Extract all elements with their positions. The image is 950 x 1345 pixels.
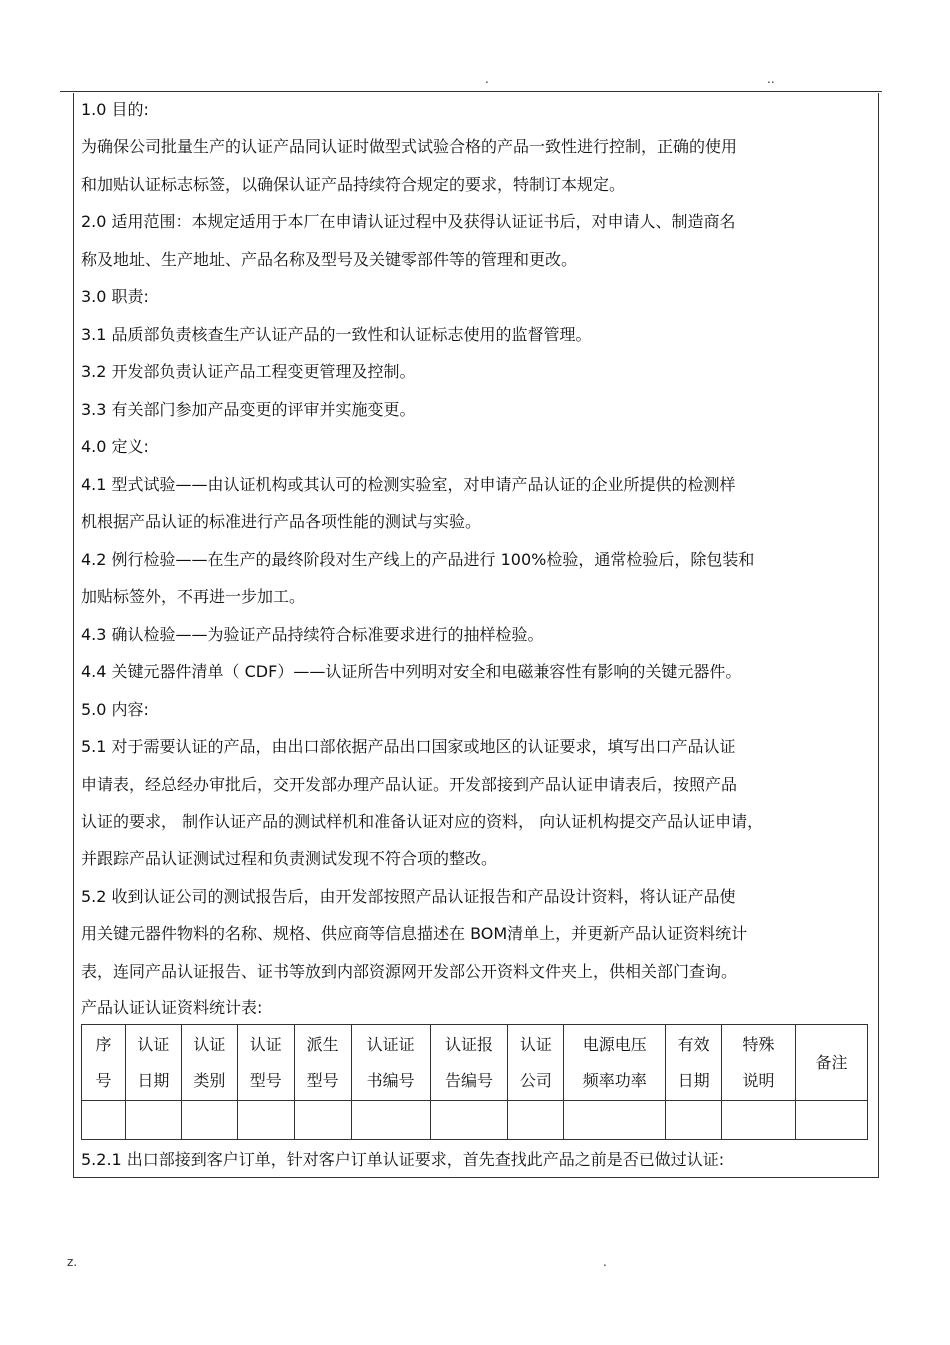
text-line: 并跟踪产品认证测试过程和负责测试发现不符合项的整改。 [81, 849, 498, 868]
table-cell [294, 1101, 351, 1140]
text-line: 4.4 关键元器件清单（ CDF）——认证所告中列明对安全和电磁兼容性有影响的关键元器件。 [81, 662, 742, 681]
table-header-cell [508, 1025, 564, 1101]
text-line: 3.0 职责: [81, 287, 149, 306]
header-text: 型号 [306, 1070, 339, 1090]
text-line: 用关键元器件物料的名称、规格、供应商等信息描述在 BOM清单上，并更新产品认证资料统计 [81, 924, 748, 943]
header-text: 序 [95, 1034, 112, 1054]
table-cell [564, 1101, 666, 1140]
header-text: 认证 [193, 1034, 226, 1054]
text-line: 4.2 例行检验——在生产的最终阶段对生产线上的产品进行 100%检验，通常检验后，除包装和 [81, 550, 755, 569]
text-line: 4.3 确认检验——为验证产品持续符合标准要求进行的抽样检验。 [81, 625, 544, 644]
header-text: 特殊 [742, 1034, 775, 1054]
header-text: 书编号 [366, 1070, 415, 1090]
header-text: 日期 [137, 1070, 170, 1090]
table-row [82, 1101, 868, 1140]
header-text: 说明 [742, 1070, 775, 1090]
table-header-cell [82, 1025, 126, 1101]
header-text: 类别 [193, 1070, 226, 1090]
header-text: 认证证 [366, 1034, 415, 1054]
header-text: 派生 [306, 1034, 339, 1054]
header-text: 日期 [677, 1070, 710, 1090]
header-text: 型号 [249, 1070, 282, 1090]
table-header-cell [351, 1025, 430, 1101]
table-cell [351, 1101, 430, 1140]
header-dot-center: . [485, 72, 489, 86]
text-line: 3.3 有关部门参加产品变更的评审并实施变更。 [81, 400, 416, 419]
header-rule [60, 91, 882, 92]
text-line: 3.1 品质部负责核查生产认证产品的一致性和认证标志使用的监督管理。 [81, 325, 592, 344]
text-line: 称及地址、生产地址、产品名称及型号及关键零部件等的管理和更改。 [81, 250, 578, 269]
table-header-cell [430, 1025, 508, 1101]
table-header-cell [294, 1025, 351, 1101]
table-cell [508, 1101, 564, 1140]
text-line: 4.0 定义: [81, 437, 149, 456]
header-text: 公司 [519, 1070, 552, 1090]
text-line: 和加贴认证标志标签，以确保认证产品持续符合规定的要求，特制订本规定。 [81, 175, 626, 194]
table-cell [125, 1101, 181, 1140]
table-cell [430, 1101, 508, 1140]
text-line: 产品认证认证资料统计表: [81, 998, 263, 1017]
text-line: 申请表，经总经办审批后，交开发部办理产品认证。开发部接到产品认证申请表后，按照产品 [81, 775, 738, 794]
table-header-cell [796, 1025, 868, 1101]
table-header-row [82, 1025, 868, 1101]
text-line: 1.0 目的: [81, 100, 149, 119]
header-text: 号 [95, 1070, 112, 1090]
header-text: 频率功率 [582, 1070, 647, 1090]
header-text: 告编号 [444, 1070, 493, 1090]
header-text: 认证 [137, 1034, 170, 1054]
table-cell [796, 1101, 868, 1140]
table-header-cell [666, 1025, 722, 1101]
table-header-cell [564, 1025, 666, 1101]
header-text: 认证 [249, 1034, 282, 1054]
text-line: 认证的要求， 制作认证产品的测试样机和准备认证对应的资料， 向认证机构提交产品认证申请， [81, 812, 764, 831]
text-line: 3.2 开发部负责认证产品工程变更管理及控制。 [81, 362, 416, 381]
header-text: 备注 [815, 1052, 848, 1072]
table-cell [181, 1101, 237, 1140]
header-dot-right: .. [767, 72, 775, 86]
table-cell [82, 1101, 126, 1140]
footer-center-mark: . [603, 1255, 607, 1269]
header-text: 认证 [519, 1034, 552, 1054]
table-cell [666, 1101, 722, 1140]
header-text: 电源电压 [582, 1034, 647, 1054]
table-header-cell [237, 1025, 294, 1101]
text-line: 4.1 型式试验——由认证机构或其认可的检测实验室，对申请产品认证的企业所提供的检测样 [81, 475, 736, 494]
text-line: 5.2 收到认证公司的测试报告后，由开发部按照产品认证报告和产品设计资料，将认证产品使 [81, 887, 736, 906]
table-cell [722, 1101, 796, 1140]
text-line: 2.0 适用范围：本规定适用于本厂在申请认证过程中及获得认证证书后，对申请人、制造商名 [81, 212, 736, 231]
text-line: 5.0 内容: [81, 700, 149, 719]
table-cell [237, 1101, 294, 1140]
certification-stats-table [81, 1024, 868, 1140]
table-header-cell [722, 1025, 796, 1101]
text-line: 为确保公司批量生产的认证产品同认证时做型式试验合格的产品一致性进行控制，正确的使用 [81, 137, 738, 156]
text-line: 5.1 对于需要认证的产品，由出口部依据产品出口国家或地区的认证要求，填写出口产品认证 [81, 737, 736, 756]
text-line: 表，连同产品认证报告、证书等放到内部资源网开发部公开资料文件夹上，供相关部门查询。 [81, 962, 738, 981]
section-5-2-1: 5.2.1 出口部接到客户订单，针对客户订单认证要求，首先查找此产品之前是否已做过认证: [81, 1150, 725, 1169]
table-header-cell [125, 1025, 181, 1101]
header-text: 认证报 [444, 1034, 493, 1054]
text-line: 机根据产品认证的标准进行产品各项性能的测试与实验。 [81, 512, 482, 531]
table-header-cell [181, 1025, 237, 1101]
footer-left-mark: z. [67, 1255, 78, 1269]
text-line: 加贴标签外，不再进一步加工。 [81, 587, 306, 606]
header-text: 有效 [677, 1034, 710, 1054]
